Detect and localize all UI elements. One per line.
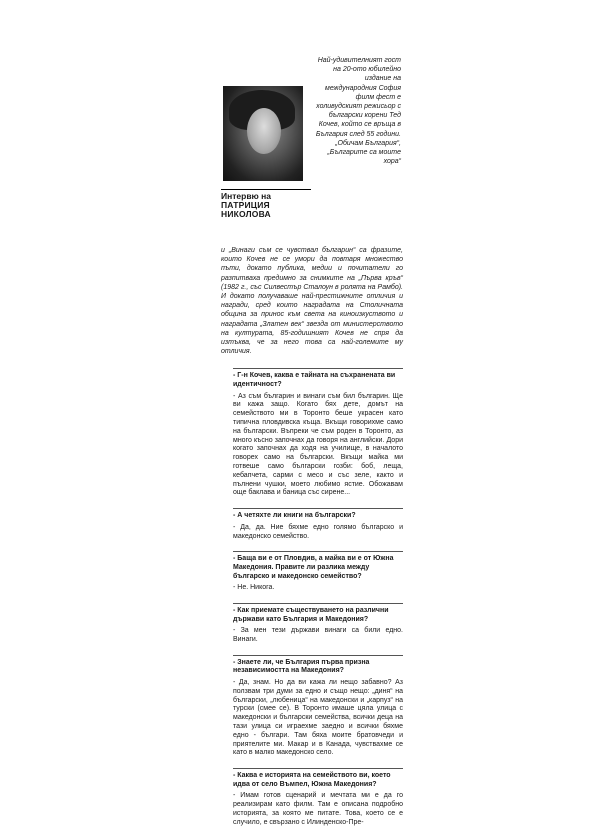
answer: - За мен тези държави винаги са били едно. Винаги. [233,627,403,643]
qa-item [203,368,403,498]
question: - Как приемате съществуването на различни държави като България и Македония? [233,603,403,624]
byline-author: ПАТРИЦИЯ НИКОЛОВА [221,200,271,219]
photo-face [247,108,281,154]
qa-item [203,768,403,827]
qa-item [203,603,403,645]
interview-qa [203,368,403,827]
answer: - Да, да. Ние бяхме едно голямо българско и македонско семейство. [233,523,403,540]
question: - Знаете ли, че България първа призна независимостта на Македония? [233,655,403,676]
intro-text: и „Винаги съм се чувствал българин“ са фразите, които Кочев не се умори да повтаря множество пъти, докато публика, медии и почитатели го разпитваха предимно за снимките на „Първа кръв“ (1982 г., със Силвестър Сталоун в ролята на Рамбо). И докато получаваше най-престижните отличия и награди, сред които наградата на Столичната община за принос към света на киноизкуството и наградата „Златен век“ звезда от министерството на културата, 85-годишният Кочев не спря да изтъква, че за него това са най-големите му отличия. [221,247,403,356]
question: - А четяхте ли книги на български? [233,508,403,521]
answer: - Да, знам. Но да ви кажа ли нещо забавно? Аз ползвам три думи за едно и също нещо: „диня“ на български, „любеница“ на македонски и „карпуз“ на турски (смее се). В Торонто имаше цяла улица с македонски и български семейства, всички деца на тази улица си играехме заедно и всички бяхме едно - българи. Там бяха моите братовчеди и приятелите ми. Макар и в Канада, чувствахме се като в малко македонско село. [233,678,403,757]
question: - Г-н Кочев, каква е тайната на съхранената ви идентичност? [233,368,403,389]
qa-item [203,655,403,758]
author-photo [223,86,303,181]
answer: - Аз съм българин и винаги съм бил българин. Ще ви кажа защо. Когато бях дете, домът на семейството ми в Торонто беше украсен като типична пловдивска къща. Вкъщи говорихме само на български. Въпреки че съм роден в Торонто, аз много късно започнах да говоря на английски. Дори когато започнах да ходя на училище, в началото говорех само на български. Вкъщи майка ми готвеше само български гозби: боб, леща, кебапчета, сарми с месо и със зеле, както и пълнени чушки, моето любимо ястие. Обожавам още баклава и баница със сирене... [233,392,403,497]
answer: - Не. Никога. [233,584,275,592]
intro-side-text: Най-удивителният гост на 20-ото юбилейно издание на международния София филм фест е холивудският режисьор с български корени Тед Кочев, който се връща в България след 55 години. „Обичам България“, „Българите са моите хора“ [315,57,401,166]
byline-label: Интервю на [221,191,272,201]
answer: - Имам готов сценарий и мечтата ми е да го реализирам като филм. Там е описана подробно историята, за която ме питате. Това, което се е случило, е свързано с Илинденско-Пре- [233,792,403,826]
question: - Баща ви е от Пловдив, а майка ви е от Южна Македония. Правите ли разлика между българско и македонско семейство? [233,551,403,581]
qa-item [203,508,403,541]
article [203,56,403,827]
qa-item [203,551,403,593]
question: - Каква е историята на семейството ви, което идва от село Въмпел, Южна Македония? [233,768,403,789]
article-header [203,56,403,246]
byline [221,189,311,219]
